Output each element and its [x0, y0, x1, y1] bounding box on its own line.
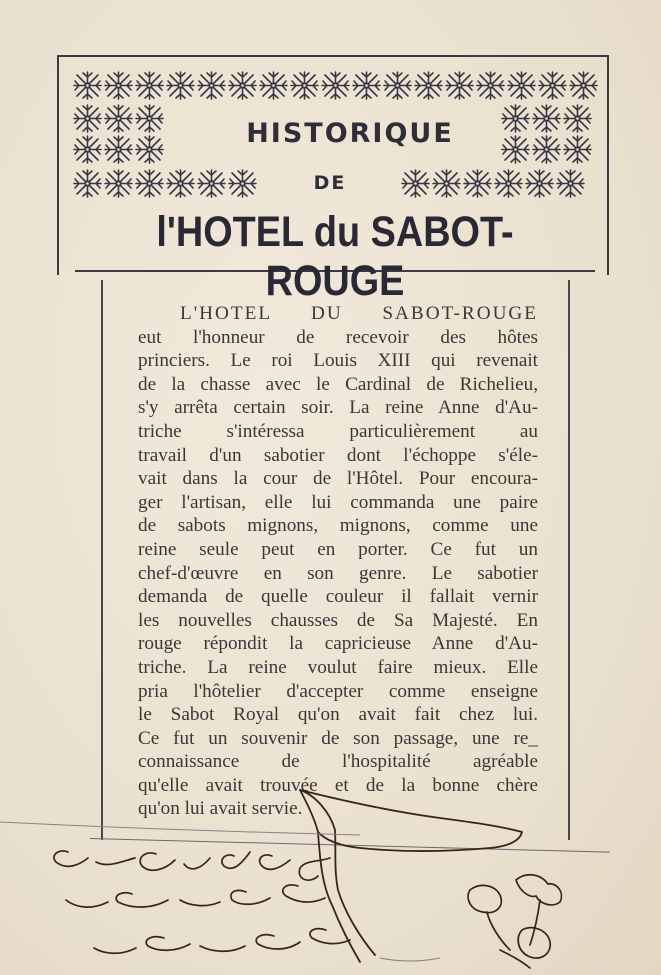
snowflake-ornament-icon — [562, 134, 593, 165]
snowflake-ornament-icon — [165, 70, 196, 101]
snowflake-ornament-icon — [103, 103, 134, 134]
snowflake-ornament-icon — [196, 168, 227, 199]
frame-right-border — [607, 55, 609, 275]
title-historique: HISTORIQUE — [246, 118, 454, 149]
text-left-border — [101, 280, 103, 840]
history-paragraph — [138, 302, 538, 821]
paragraph-line: eut l'honneur de recevoir des hôtes — [138, 326, 538, 348]
snowflake-ornament-icon — [134, 70, 165, 101]
paragraph-line: le Sabot Royal qu'on avait fait chez lui. — [138, 704, 538, 726]
paragraph-line: ger l'artisan, elle lui commanda une paire — [138, 491, 538, 513]
snowflake-ornament-icon — [444, 70, 475, 101]
paragraph-line: les nouvelles chausses de Sa Majesté. En — [138, 609, 538, 631]
paragraph-line: pria l'hôtelier d'accepter comme enseigne — [138, 680, 538, 702]
snowflake-ornament-icon — [400, 168, 431, 199]
snowflake-ornament-icon — [72, 168, 103, 199]
snowflake-ornament-icon — [165, 168, 196, 199]
snowflake-ornament-icon — [351, 70, 382, 101]
snowflake-ornament-icon — [568, 70, 599, 101]
paragraph-line: qu'elle avait trouvée et de la bonne chère — [138, 774, 538, 796]
frame-top-border — [57, 55, 609, 57]
snowflake-ornament-icon — [103, 134, 134, 165]
snowflake-ornament-icon — [524, 168, 555, 199]
ornament-left-block — [72, 103, 168, 165]
paragraph-line: triche s'intéressa particulièrement au — [138, 420, 538, 442]
paragraph-line: Ce fut un souvenir de son passage, une re_ — [138, 727, 538, 749]
paragraph-line: demanda de quelle couleur il fallait vernir — [138, 586, 538, 608]
paragraph-line: s'y arrêta certain soir. La reine Anne d'Au- — [138, 397, 538, 419]
frame-left-border — [57, 55, 59, 275]
snowflake-ornament-icon — [103, 70, 134, 101]
title-de: DE — [313, 172, 347, 194]
paragraph-line: travail d'un sabotier dont l'échoppe s'éle- — [138, 444, 538, 466]
paragraph-line: connaissance de l'hospitalité agréable — [138, 751, 538, 773]
snowflake-ornament-icon — [258, 70, 289, 101]
snowflake-ornament-icon — [493, 168, 524, 199]
snowflake-ornament-icon — [320, 70, 351, 101]
ornament-bottom-left-row — [72, 168, 272, 199]
text-right-border — [568, 280, 570, 840]
paragraph-line: rouge répondit la capricieuse Anne d'Au- — [138, 633, 538, 655]
snowflake-ornament-icon — [475, 70, 506, 101]
snowflake-ornament-icon — [289, 70, 320, 101]
hotel-title: l'HOTEL du SABOT-ROUGE — [156, 208, 514, 305]
snowflake-ornament-icon — [382, 70, 413, 101]
paragraph-line: de sabots mignons, mignons, comme une — [138, 515, 538, 537]
snowflake-ornament-icon — [413, 70, 444, 101]
snowflake-ornament-icon — [431, 168, 462, 199]
ornament-bottom-right-row — [400, 168, 600, 199]
snowflake-ornament-icon — [227, 168, 258, 199]
paragraph-line: L'HOTEL DU SABOT-ROUGE — [180, 303, 538, 324]
ornament-top-row — [72, 70, 599, 101]
snowflake-ornament-icon — [506, 70, 537, 101]
snowflake-ornament-icon — [537, 70, 568, 101]
snowflake-ornament-icon — [562, 103, 593, 134]
paragraph-line: chef-d'œuvre en son genre. Le sabotier — [138, 562, 538, 584]
snowflake-ornament-icon — [462, 168, 493, 199]
paragraph-line: qu'on lui avait servie. — [138, 798, 303, 820]
paragraph-line: vait dans la cour de l'Hôtel. Pour encoura- — [138, 468, 538, 490]
snowflake-ornament-icon — [227, 70, 258, 101]
snowflake-ornament-icon — [134, 168, 165, 199]
paragraph-line: triche. La reine voulut faire mieux. Elle — [138, 656, 538, 678]
snowflake-ornament-icon — [555, 168, 586, 199]
snowflake-ornament-icon — [72, 103, 103, 134]
snowflake-ornament-icon — [103, 168, 134, 199]
paragraph-line: reine seule peut en porter. Ce fut un — [138, 538, 538, 560]
snowflake-ornament-icon — [196, 70, 227, 101]
snowflake-ornament-icon — [72, 134, 103, 165]
snowflake-ornament-icon — [72, 70, 103, 101]
paragraph-line: de la chasse avec le Cardinal de Richelieu, — [138, 373, 538, 395]
paragraph-line: princiers. Le roi Louis XIII qui revenait — [138, 350, 538, 372]
